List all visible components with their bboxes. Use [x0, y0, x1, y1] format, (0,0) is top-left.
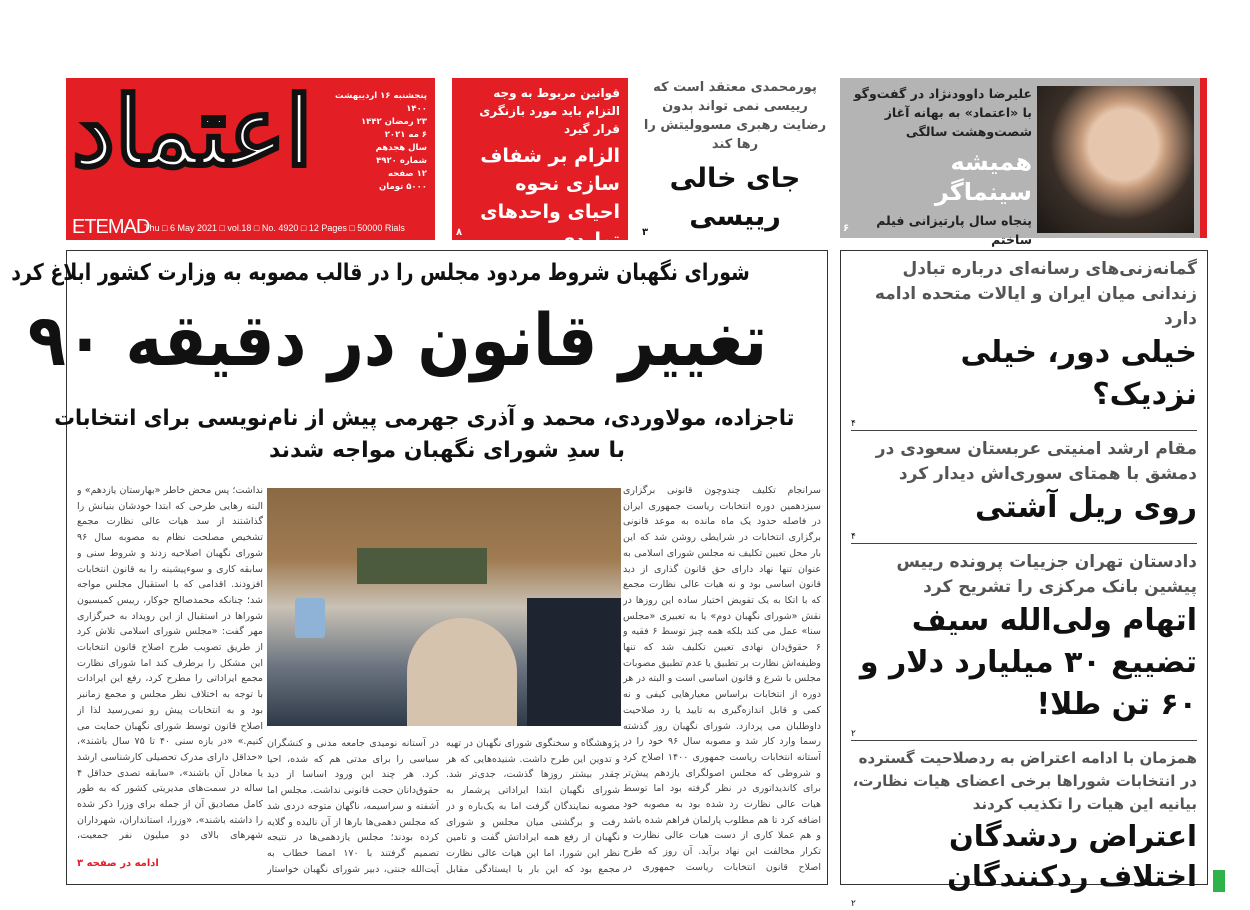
- latin-name: ETEMAD: [72, 216, 150, 238]
- page-number: ۴: [851, 419, 856, 429]
- teaser-kicker: علیرضا داوودنژاد در گفت‌وگو با «اعتماد» به بهانه آغاز شصت‌وهشت سالگی: [853, 86, 1032, 139]
- page-number: ۳: [642, 227, 649, 238]
- date-line: شماره ۴۹۲۰: [376, 156, 427, 166]
- chair: [527, 598, 621, 726]
- teaser-kicker: قوانین مربوط به وجه التزام باید مورد بازنگری قرار گیرد: [479, 86, 620, 136]
- masthead: [66, 75, 435, 240]
- date-line: ۲۳ رمضان ۱۴۴۲: [360, 117, 427, 127]
- story-kicker: گمانه‌زنی‌های رسانه‌ای درباره تبادل زندانی میان ایران و ایالات متحده ادامه دارد: [874, 259, 1197, 329]
- teaser-economy[interactable]: [452, 78, 628, 251]
- green-marker: [1213, 870, 1225, 892]
- red-stripe: [1200, 78, 1207, 238]
- teaser-kicker: پورمحمدی معتقد است که رییسی نمی تواند بدون رضایت رهبری مسوولیتش را رها کند: [643, 80, 827, 152]
- teaser-raisi[interactable]: [640, 78, 830, 240]
- person: [407, 618, 517, 726]
- story-headline: روی ریل آشتی: [975, 490, 1197, 525]
- date-line: سال هجدهم: [375, 143, 427, 153]
- body-column: نداشت؛ پس محض خاطر «بهارستان یازدهم» و البته رهایی طرحی که ابتدا خودشان بنیانش را گذاشتند از سد هیات عالی نظارت مجمع تشخیص مصلحت نظام به مصوبه سال ۹۶ شورای نگهبان اصلاحیه زدند و شروط سنی و سابقه کاری و سوءپیشینه را به قانون انتخابات افزودند. اقدامی که با استقبال مجلس مواجه شد؛ چنانکه محمدصالح جوکار، رییس کمیسیون شوراها در استقبال از این رویداد به خبرگزاری مهر گفت: «مجلس شورای اسلامی تلاش کرد از طریق تصویب طرح اصلاح قانون انتخابات این مشکل را برطرف کند اما شورای نظارت مجمع ایراداتی را مطرح کرد، رفع این ایرادات با توجه به اختلاف نظر مجلس و مجمع زمانبر بود و به انتخابات پیش رو نمی‌رسید لذا از اصلاح قانون توسط شورای نگهبان حمایت می کنیم.» «در بازه سنی ۴۰ تا ۷۵ سال باشند»، «حداقل دارای مدرک تحصیلی کارشناسی ارشد یا معادل آن باشند»، «سابقه تصدی حداقل ۴ ساله در سمت‌های مدیریتی کشور که به طور کامل مصادیق آن از جمله برای وزرا ذکر شده را داشته باشند»، «وزرا، استانداران، شهرداران شهرهای بالای دو میلیون نفر جمعیت،: [77, 485, 263, 842]
- lead-headline: تغییر قانون در دقیقه ۹۰: [27, 298, 768, 382]
- subhead-line: تاجزاده، مولاوردی، محمد و آذری جهرمی پیش از نام‌نویسی برای انتخابات: [54, 406, 795, 431]
- lead-subhead: [54, 403, 817, 467]
- teaser-headline: همیشه سینماگر: [934, 148, 1032, 206]
- date-line: پنجشنبه ۱۶ اردیبهشت ۱۴۰۰: [335, 91, 427, 114]
- news-sidebar: [840, 250, 1208, 909]
- issue-line: Thu □ 6 May 2021 □ vol.18 □ No. 4920 □ 12 Pages □ 50000 Rials: [144, 223, 405, 233]
- story-kicker: همزمان با ادامه اعتراض به ردصلاحیت گسترده در انتخابات شوراها برخی اعضای هیات نظارت، بیانیه این هیات را تکذیب کردند: [852, 749, 1197, 813]
- meeting-photo: [267, 488, 621, 726]
- story-kicker: دادستان تهران جزییات پرونده رییس پیشین بانک مرکزی را تشریح کرد: [896, 552, 1197, 597]
- date-line: ۶ مه ۲۰۲۱: [384, 130, 427, 140]
- sidebar-story[interactable]: [851, 435, 1197, 544]
- newspaper-logo: اعتماد: [72, 75, 313, 188]
- lead-kicker: شورای نگهبان شروط مردود مجلس را در قالب مصوبه به وزارت کشور ابلاغ کرد: [11, 260, 750, 286]
- lead-story: [11, 250, 828, 885]
- issue-date-block: [331, 90, 427, 194]
- page-number: ۴: [851, 532, 856, 542]
- sidebar-story[interactable]: [851, 255, 1197, 431]
- story-kicker: مقام ارشد امنیتی عربستان سعودی در دمشق با همتای سوری‌اش دیدار کرد: [875, 439, 1197, 484]
- continued-link[interactable]: ادامه در صفحه ۳: [77, 858, 159, 869]
- body-column: پژوهشگاه و سخنگوی شورای نگهبان در تهیه و تدوین این طرح داشت. شنیده‌هایی که هر چقدر بیشتر روزها گذشت، جدی‌تر شد. شورای نگهبان ابتدا ایراداتی پرشمار به مصوبه نمایندگان گرفت اما به یک‌باره و در رفت و برگشتی میان مجلس و شورای نگهبان از رفع همه ایراداتش گفت و تامین نظر این شورا، اما این هیات عالی نظارت مجمع بود که این بار با ایستادگی مقابل: [446, 738, 620, 875]
- page-number: ۲: [851, 729, 856, 739]
- sidebar-story[interactable]: [851, 745, 1197, 910]
- teaser-headline: الزام بر شفاف سازی نحوه احیای واحدهای تولیدی: [480, 145, 620, 251]
- story-headline: اتهام ولی‌الله سیف تضییع ۳۰ میلیارد دلار و ۶۰ تن طلا!: [859, 603, 1197, 722]
- subhead-line: با سدِ شورای نگهبان مواجه شدند: [268, 438, 626, 463]
- monitor: [295, 598, 325, 638]
- page-number: ۲: [851, 899, 856, 909]
- story-headline: اعتراض ردشدگان اختلاف ردکنندگان: [947, 819, 1197, 893]
- portrait-photo: [1037, 86, 1194, 233]
- page-number: ۸: [456, 227, 463, 238]
- date-line: ۵۰۰۰ تومان: [379, 182, 427, 192]
- teaser-subhead: پنجاه سال پارتیزانی فیلم ساختم: [876, 213, 1032, 247]
- story-headline: خیلی دور، خیلی نزدیک؟: [960, 335, 1197, 412]
- teaser-cinema[interactable]: [840, 78, 1200, 247]
- sidebar-story[interactable]: [851, 548, 1197, 741]
- bookshelf: [357, 548, 487, 584]
- page-number: ۶: [843, 223, 850, 234]
- body-column: در آستانه نومیدی جامعه مدنی و کنشگران سیاسی را برای مدتی هم که شده، احیا کرد. هر چند این ورود اساسا از دید حقوق‌دانان حجت قانونی نداشت. مجلس اما آشفته و سراسیمه، ناگهان متوجه دردی شد که مجلس دهمی‌ها بارها از آن نالیده و گلایه کرده بودند؛ مجلس یازدهمی‌ها در نتیجه تصمیم گرفتند با ۱۷۰ امضا خطاب به آیت‌الله جنتی، دبیر شورای نگهبان خواستار: [267, 738, 439, 875]
- body-column: سرانجام تکلیف چندوچون قانونی برگزاری سیزدهمین دوره انتخابات ریاست جمهوری ایران در فاصله حدود یک ماه مانده به موعد قانونی برگزاری انتخابات در شرایطی روشن شد که این بار محل تعیین تکلیف نه مجلس شورای اسلامی به عنوان تنها نهاد دارای حق قانون گذاری از دید قانون اساسی بود و نه هیات عالی نظارت مجمع که با اتکا به یک تفویض اختیار ساده این روزها در نقش «شورای نگهبان دوم» یا به تعبیری «مجلس سنا» عمل می کند بلکه همه چیز توسط ۶ فقیه و ۶ حقوق‌دان نهادی تعیین تکلیف شد که تنها وظیفه‌اش نظارت بر تطبیق یا عدم تطبیق مصوبات مجلس با شرع و قانون اساسی است و البته در هر دوره از انتخابات براساس معیارهایی کیفی و نه کمی و قابل اندازه‌گیری به تایید یا رد صلاحیت داوطلبان می پردازد. شورای نگهبان روز گذشته رسما وارد کار شد و مصوبه سال ۹۶ خود را در آستانه انتخابات ریاست جمهوری ۱۴۰۰ اصلاح کرد و شروطی که مجلس اصولگرای یازدهم پیش‌تر برای کاندیداتوری در نظر گرفته بود اما توسط هیات عالی نظارت رد شده بود به مصوبه خود اضافه کرد تا هم مطلوب پارلمان فراهم شده باشد و هم عملا کاری از دست هیات عالی نظارت و تکرار مخالفت این نهاد برآید. آن روز که طرح اصلاح قانون انتخابات ریاست جمهوری در: [623, 485, 821, 873]
- date-line: ۱۲ صفحه: [388, 169, 427, 179]
- teaser-headline: جای خالی رییسی: [669, 163, 801, 232]
